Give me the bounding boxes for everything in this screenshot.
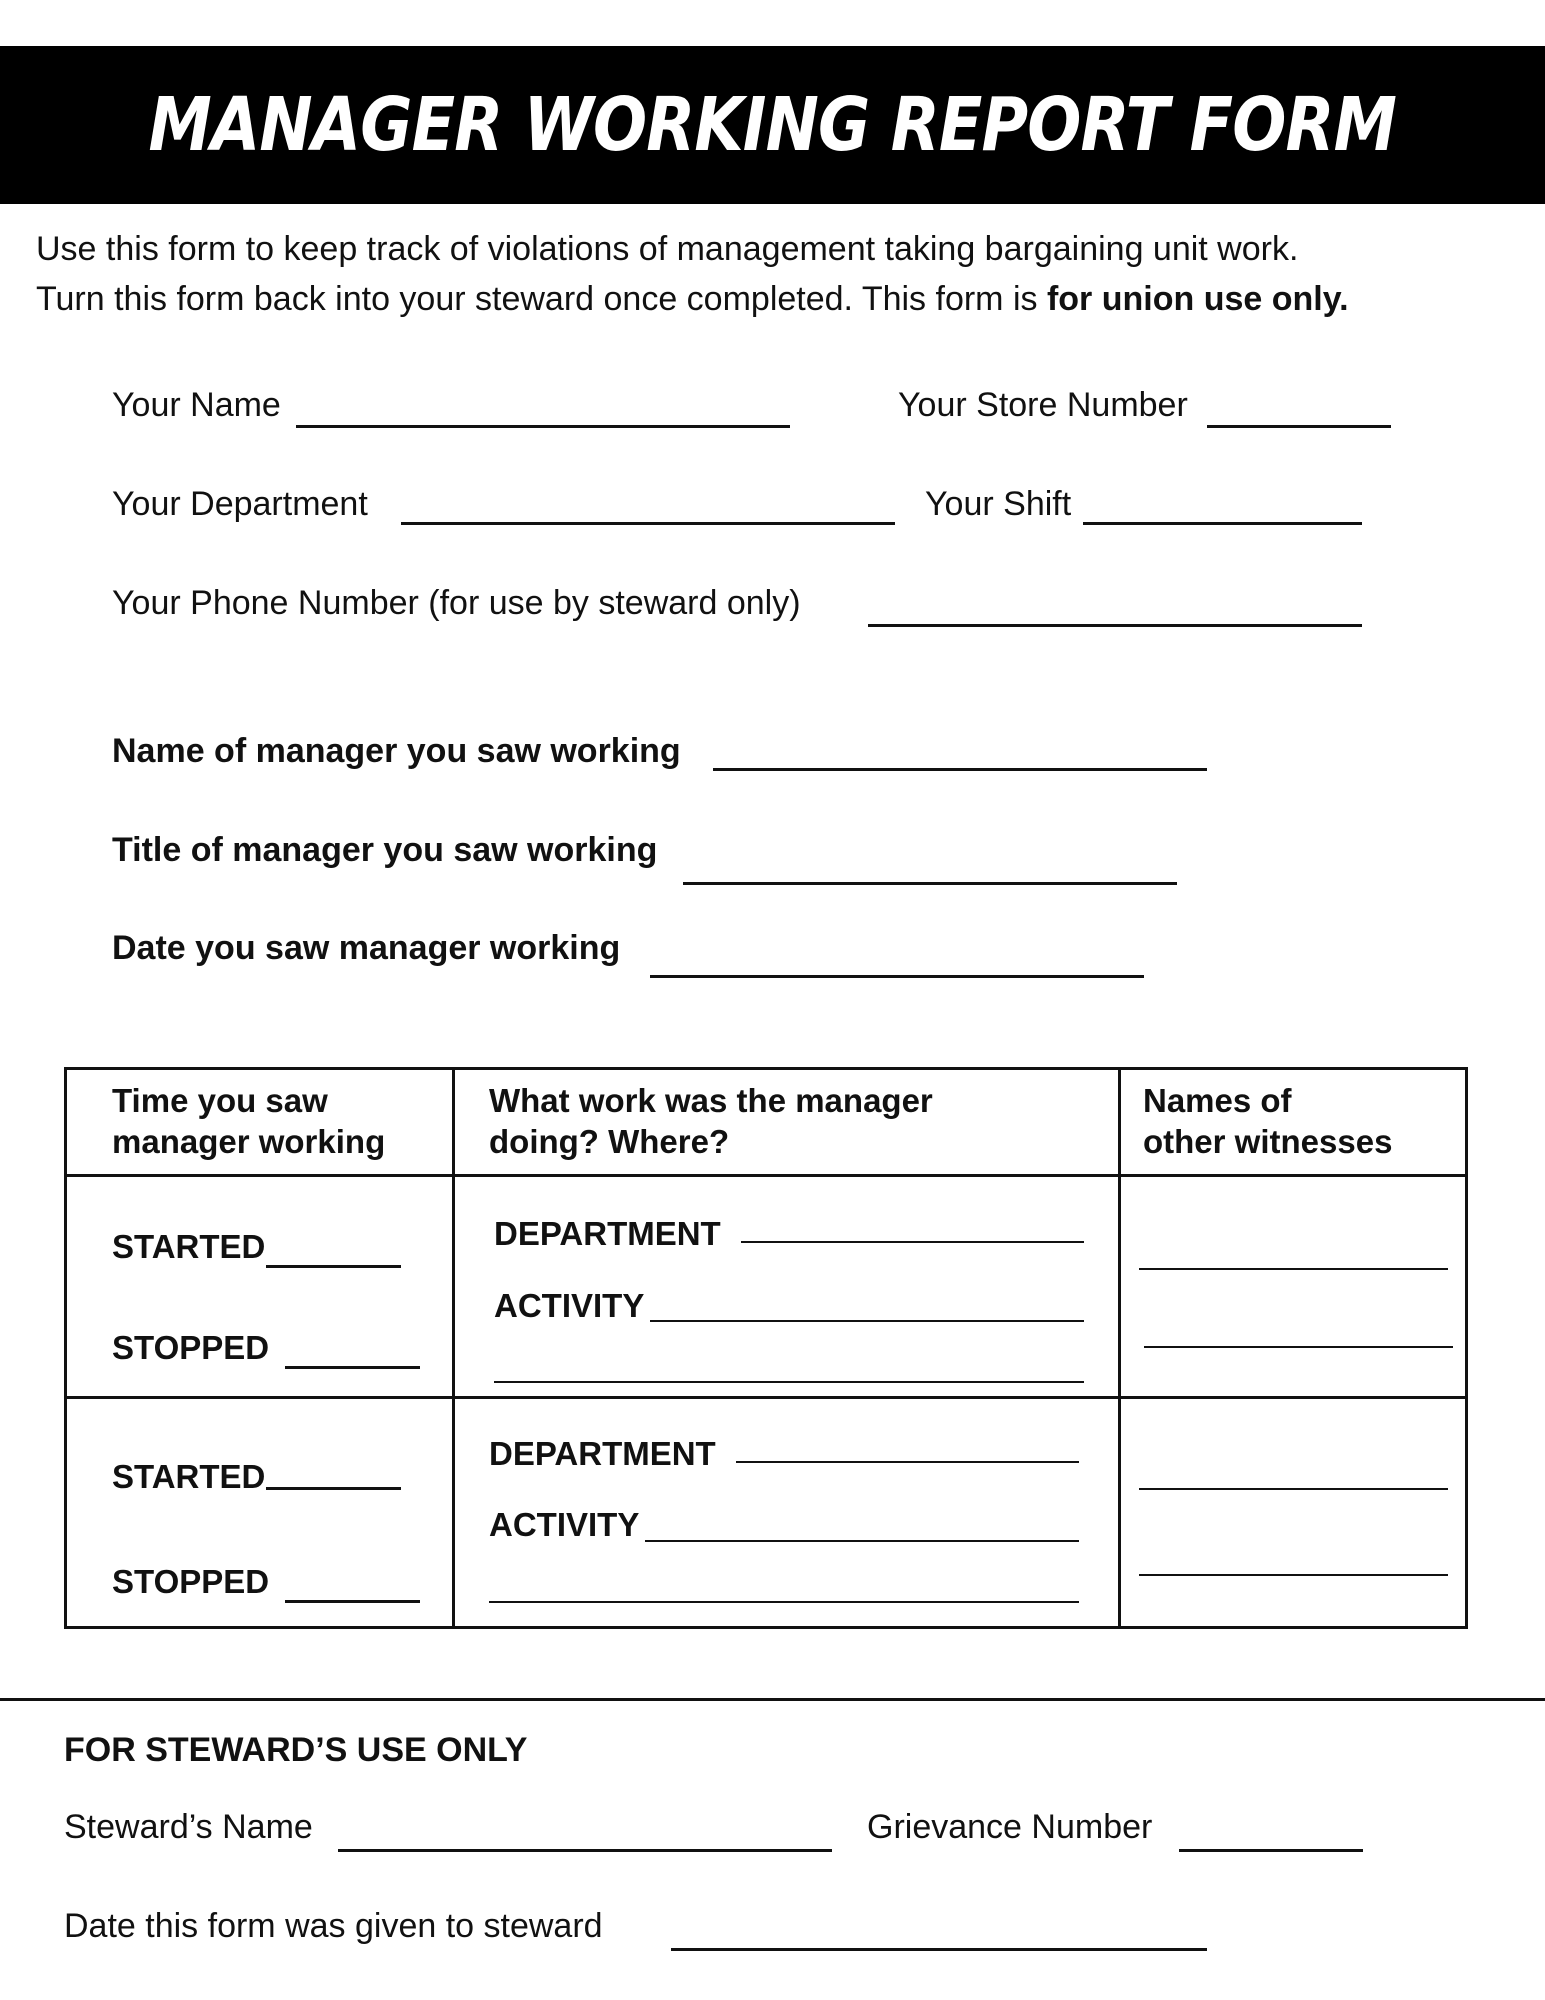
department-label: Your Department	[112, 485, 368, 523]
intro-line-1: Use this form to keep track of violations of management taking bargaining unit work.	[36, 230, 1299, 268]
intro-text	[36, 224, 1516, 324]
table-divider-1	[452, 1067, 455, 1629]
row2-stopped-field[interactable]	[285, 1600, 420, 1603]
manager-title-label: Title of manager you saw working	[112, 831, 658, 869]
row2-witness-field-2[interactable]	[1139, 1574, 1448, 1576]
row2-witness-field-1[interactable]	[1139, 1488, 1448, 1490]
row1-started-label: STARTED	[112, 1228, 266, 1265]
row1-department-label: DEPARTMENT	[494, 1215, 721, 1252]
row1-department-field[interactable]	[741, 1241, 1084, 1243]
steward-section-divider	[0, 1698, 1545, 1701]
manager-name-field[interactable]	[713, 768, 1207, 771]
row1-activity-field-2[interactable]	[494, 1381, 1084, 1383]
intro-line-2-plain: Turn this form back into your steward once completed. This form is	[36, 280, 1047, 318]
shift-field[interactable]	[1083, 522, 1362, 525]
header-witnesses: Names of other witnesses	[1143, 1082, 1393, 1160]
department-field[interactable]	[401, 522, 895, 525]
row2-department-label: DEPARTMENT	[489, 1435, 716, 1472]
row2-started-label: STARTED	[112, 1458, 266, 1495]
manager-title-field[interactable]	[683, 882, 1177, 885]
date-given-field[interactable]	[671, 1948, 1207, 1951]
table-row-divider	[64, 1396, 1468, 1399]
row2-started-field[interactable]	[266, 1487, 401, 1490]
intro-line-2-bold: for union use only.	[1046, 280, 1349, 318]
date-given-label: Date this form was given to steward	[64, 1907, 603, 1945]
manager-name-label: Name of manager you saw working	[112, 732, 681, 770]
table-divider-2	[1118, 1067, 1121, 1629]
title-banner	[0, 46, 1545, 204]
header-time: Time you saw manager working	[112, 1082, 386, 1160]
phone-label: Your Phone Number (for use by steward only)	[112, 584, 801, 622]
shift-label: Your Shift	[925, 485, 1072, 523]
intro-line-2	[36, 274, 1516, 324]
row2-stopped-label: STOPPED	[112, 1563, 270, 1600]
your-name-label: Your Name	[112, 386, 281, 424]
store-number-label: Your Store Number	[898, 386, 1188, 424]
steward-name-label: Steward’s Name	[64, 1808, 313, 1846]
grievance-number-field[interactable]	[1179, 1849, 1363, 1852]
date-seen-label: Date you saw manager working	[112, 929, 621, 967]
row2-activity-field[interactable]	[645, 1540, 1079, 1542]
steward-heading: FOR STEWARD’S USE ONLY	[64, 1731, 528, 1769]
table-header-divider	[64, 1174, 1468, 1177]
grievance-number-label: Grievance Number	[867, 1808, 1153, 1846]
row1-activity-field[interactable]	[650, 1320, 1084, 1322]
row2-department-field[interactable]	[736, 1461, 1079, 1463]
header-work: What work was the manager doing? Where?	[489, 1082, 933, 1160]
row1-stopped-field[interactable]	[285, 1366, 420, 1369]
your-name-field[interactable]	[296, 425, 790, 428]
row1-activity-label: ACTIVITY	[494, 1287, 645, 1324]
phone-field[interactable]	[868, 624, 1362, 627]
steward-name-field[interactable]	[338, 1849, 832, 1852]
store-number-field[interactable]	[1207, 425, 1391, 428]
form-title: MANAGER WORKING REPORT FORM	[148, 82, 1397, 168]
row1-stopped-label: STOPPED	[112, 1329, 270, 1366]
row1-witness-field-1[interactable]	[1139, 1268, 1448, 1270]
row2-activity-field-2[interactable]	[489, 1601, 1079, 1603]
row1-witness-field-2[interactable]	[1144, 1346, 1453, 1348]
date-seen-field[interactable]	[650, 975, 1144, 978]
row1-started-field[interactable]	[266, 1265, 401, 1268]
row2-activity-label: ACTIVITY	[489, 1506, 640, 1543]
